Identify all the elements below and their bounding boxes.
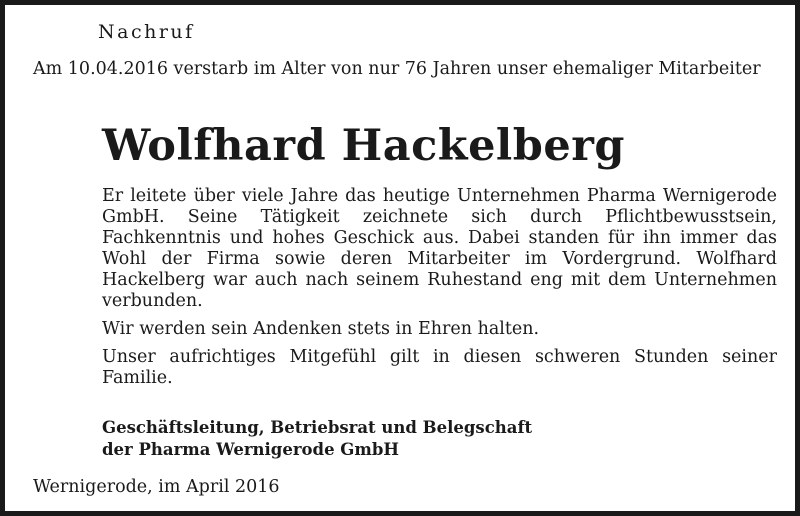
signature-line-2: der Pharma Wernigerode GmbH bbox=[102, 440, 399, 459]
body-paragraph-condolence: Unser aufrichtiges Mitgefühl gilt in diesen schweren Stunden seiner Familie. bbox=[102, 347, 777, 388]
body-paragraph-remembrance: Wir werden sein Andenken stets in Ehren halten. bbox=[102, 319, 540, 339]
notice-heading: Nachruf bbox=[98, 21, 195, 43]
place-and-date: Wernigerode, im April 2016 bbox=[33, 477, 280, 497]
intro-text: Am 10.04.2016 verstarb im Alter von nur 76 Jahren unser ehemaliger Mitarbeiter bbox=[33, 59, 761, 79]
signature-block bbox=[102, 417, 532, 461]
signature-line-1: Geschäftsleitung, Betriebsrat und Belegschaft bbox=[102, 418, 533, 437]
deceased-name: Wolfhard Hackelberg bbox=[102, 121, 625, 171]
notice-body bbox=[102, 186, 777, 396]
body-paragraph-career: Er leitete über viele Jahre das heutige Unternehmen Pharma Wernigerode GmbH. Seine Tätigkeit zeichnete sich durch Pflichtbewusstsein, Fachkenntnis und hohes Geschick aus. Dabei standen für ihn immer das Wohl der Firma sowie deren Mitarbeiter im Vordergrund. Wolfhard Hackelberg war auch nach seinem Ruhestand eng mit dem Unternehmen verbunden. bbox=[102, 186, 777, 311]
